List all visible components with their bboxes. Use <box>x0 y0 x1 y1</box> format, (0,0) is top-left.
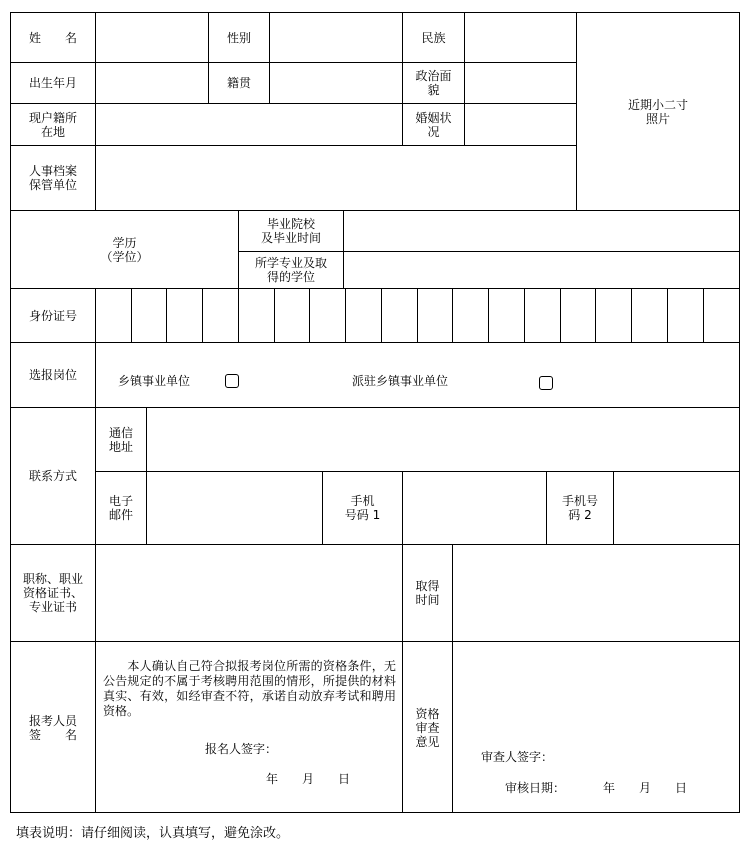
political-label: 政治面 貌 <box>415 69 452 97</box>
declaration-text: 本人确认自己符合拟报考岗位所需的资格条件，无公告规定的不属于考核聘用范围的情形，所提供的材料真实、有效，如经审查不符，承诺自动放弃考试和聘用资格。 <box>103 659 396 718</box>
marital-label: 婚姻状 况 <box>415 110 452 139</box>
address-label: 通信 地址 <box>108 425 133 454</box>
review-date-label: 审核日期： <box>505 781 566 795</box>
gender-label: 性别 <box>226 30 251 45</box>
phone2-field[interactable] <box>614 472 739 544</box>
ethnicity-label: 民族 <box>421 30 446 45</box>
option-stationed-label: 派驻乡镇事业单位 <box>352 374 449 388</box>
school-field[interactable] <box>344 211 739 251</box>
review-opinion-label: 资格 审查 意见 <box>415 706 440 749</box>
id-number-field[interactable] <box>96 289 739 342</box>
residence-label: 现户籍所 在地 <box>28 110 77 139</box>
certificate-label: 职称、职业 资格证书、 专业证书 <box>22 572 83 614</box>
photo-placeholder[interactable]: 近期小二寸 照片 <box>627 97 688 126</box>
reviewer-signature-prompt: 审查人签字： <box>481 750 554 764</box>
obtained-time-field[interactable] <box>453 545 739 641</box>
position-label: 选报岗位 <box>28 368 77 382</box>
applicant-date: 年 月 日 <box>266 772 351 786</box>
birth-field[interactable] <box>96 63 208 103</box>
archive-field[interactable] <box>96 146 576 210</box>
fill-instructions: 填表说明：请仔细阅读，认真填写，避免涂改。 <box>16 826 290 841</box>
phone1-field[interactable] <box>403 472 546 544</box>
applicant-signature-label: 报考人员 签 名 <box>28 713 77 742</box>
id-number-label: 身份证号 <box>28 308 77 323</box>
certificate-field[interactable] <box>96 545 402 641</box>
option-township-checkbox[interactable] <box>225 374 239 388</box>
name-field[interactable] <box>96 13 208 62</box>
political-field[interactable] <box>465 63 576 103</box>
email-field[interactable] <box>147 472 322 544</box>
address-field[interactable] <box>147 408 739 471</box>
obtained-time-label: 取得 时间 <box>415 579 440 607</box>
phone2-label: 手机号 码 2 <box>561 494 598 522</box>
row-divider <box>10 342 740 343</box>
marital-field[interactable] <box>465 104 576 145</box>
applicant-signature-prompt: 报名人签字： <box>205 742 278 756</box>
contact-label: 联系方式 <box>28 469 77 483</box>
birth-label: 出生年月 <box>28 76 77 90</box>
option-stationed-checkbox[interactable] <box>539 376 553 390</box>
school-label: 毕业院校 及毕业时间 <box>260 217 321 245</box>
education-label: 学历 （学位） <box>100 235 149 264</box>
residence-field[interactable] <box>96 104 402 145</box>
major-field[interactable] <box>344 252 739 288</box>
phone1-label: 手机 号码 1 <box>344 494 381 522</box>
archive-label: 人事档案 保管单位 <box>28 164 77 192</box>
option-township-label: 乡镇事业单位 <box>118 374 191 388</box>
name-label: 姓 名 <box>28 30 77 45</box>
row-divider <box>10 641 740 642</box>
native-label: 籍贯 <box>226 76 251 90</box>
major-label: 所学专业及取 得的学位 <box>254 256 327 284</box>
review-date: 年 月 日 <box>603 781 688 795</box>
col-divider <box>95 342 96 407</box>
email-label: 电子 邮件 <box>108 494 133 522</box>
gender-field[interactable] <box>270 13 402 62</box>
native-field[interactable] <box>270 63 402 103</box>
ethnicity-field[interactable] <box>465 13 576 62</box>
